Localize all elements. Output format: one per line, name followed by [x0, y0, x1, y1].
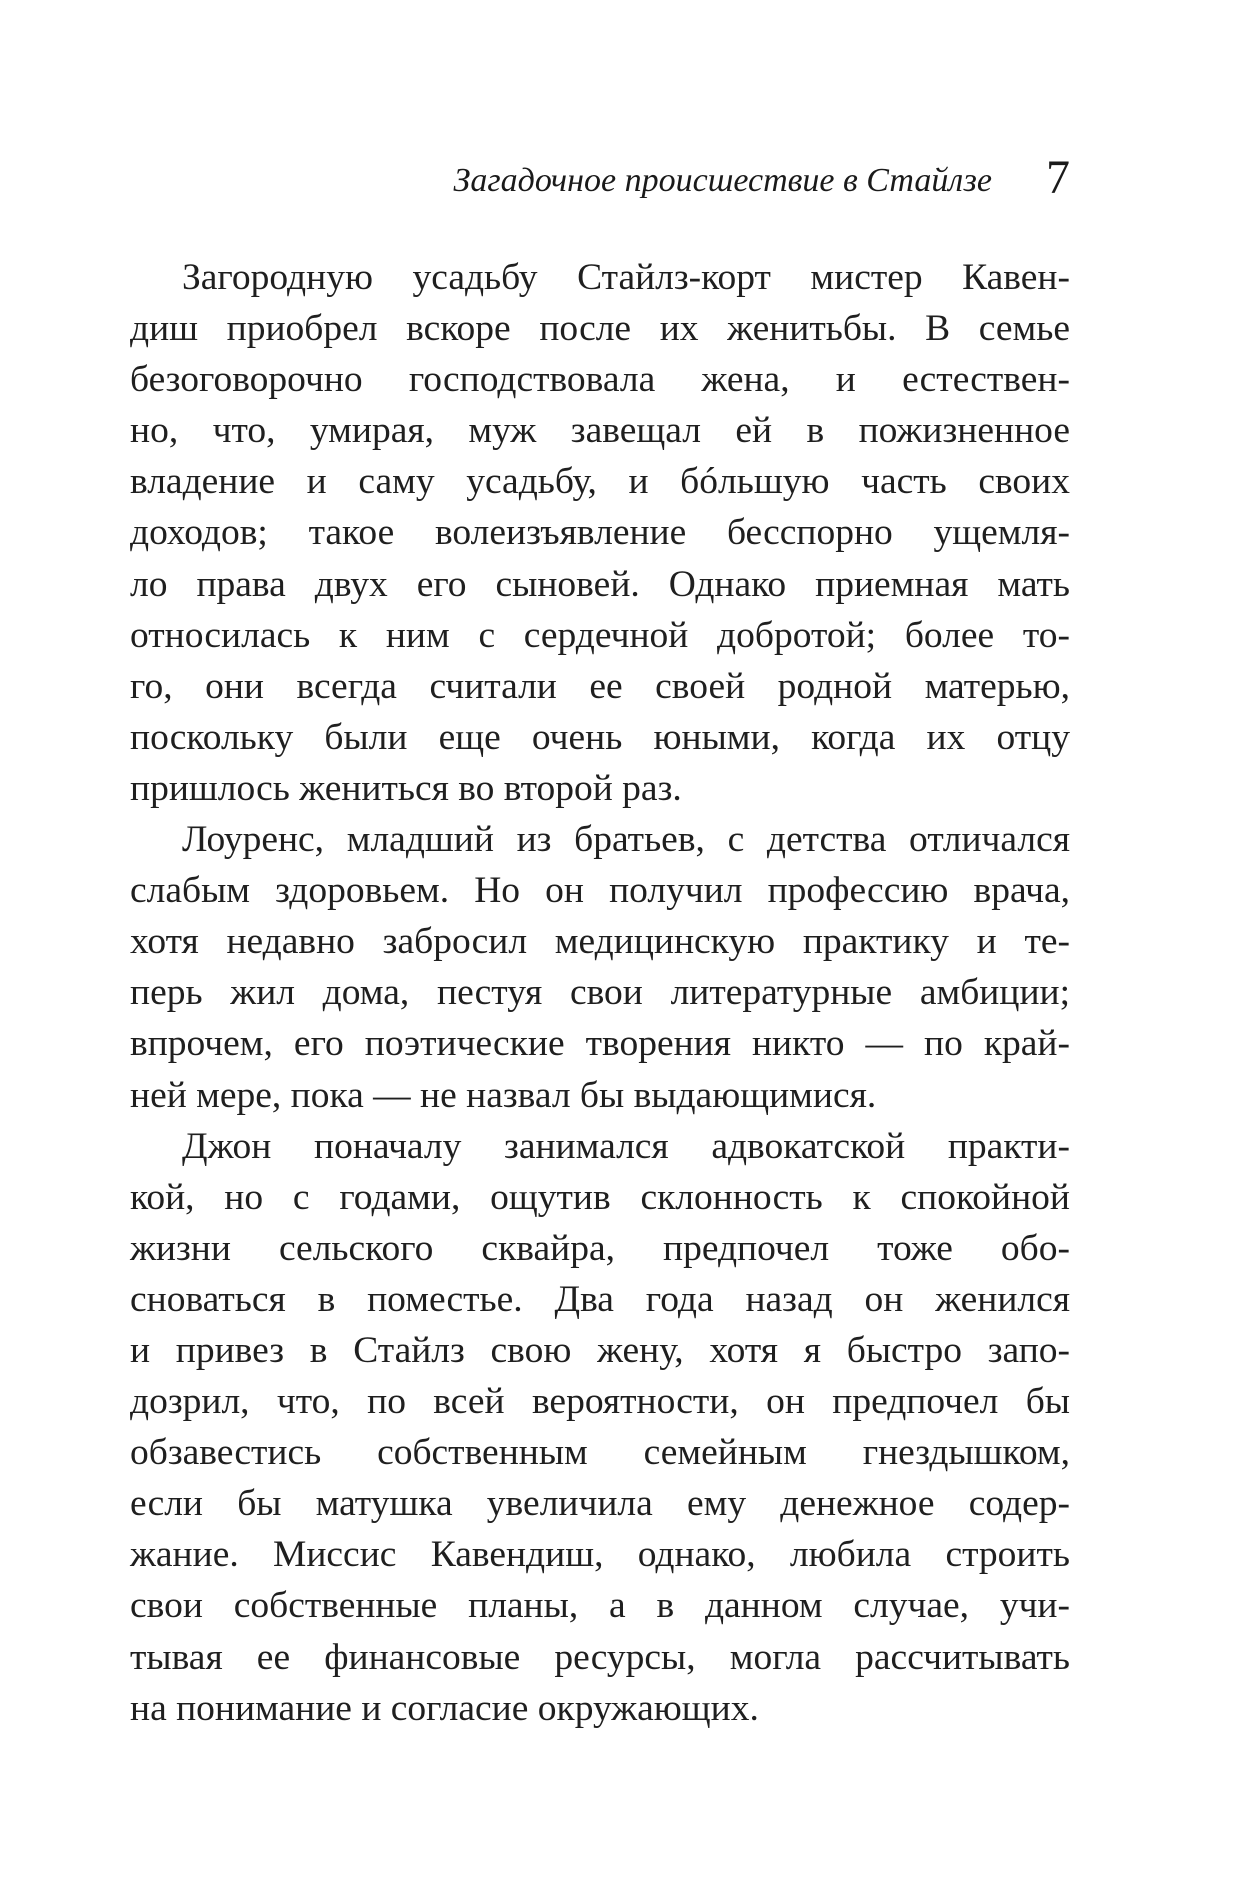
text-line: владение и саму усадьбу, и бóльшую часть своих	[130, 461, 1070, 503]
text-line: впрочем, его поэтические творения никто — по край-	[130, 1023, 1070, 1065]
text-line: сноваться в поместье. Два года назад он женился	[130, 1278, 1070, 1320]
paragraph	[130, 1121, 1070, 1734]
text-line: относилась к ним с сердечной добротой; более то-	[130, 614, 1070, 656]
text-line: жание. Миссис Кавендиш, однако, любила строить	[130, 1534, 1070, 1576]
text-line: обзавестись собственным семейным гнездышком,	[130, 1432, 1070, 1474]
running-head	[130, 150, 1070, 210]
running-title: Загадочное происшествие в Стайлзе	[453, 162, 992, 199]
text-line: Лоуренс, младший из братьев, с детства отличался	[182, 819, 1070, 861]
text-line: кой, но с годами, ощутив склонность к спокойной	[130, 1176, 1070, 1218]
page-number: 7	[1046, 151, 1070, 204]
text-line: доходов; такое волеизъявление бесспорно ущемля-	[130, 512, 1070, 554]
text-line: дозрил, что, по всей вероятности, он предпочел бы	[130, 1381, 1070, 1423]
text-line: Джон поначалу занимался адвокатской практи-	[182, 1125, 1070, 1167]
text-line: диш приобрел вскоре после их женитьбы. В семье	[130, 308, 1070, 350]
paragraph	[130, 814, 1070, 1121]
paragraph	[130, 252, 1070, 814]
text-line: перь жил дома, пестуя свои литературные амбиции;	[130, 972, 1070, 1014]
text-line: жизни сельского сквайра, предпочел тоже обо-	[130, 1227, 1070, 1269]
text-line: если бы матушка увеличила ему денежное содер-	[130, 1483, 1070, 1525]
text-line: пришлось жениться во второй раз.	[130, 767, 682, 809]
body-text	[130, 252, 1070, 1734]
text-line: хотя недавно забросил медицинскую практику и те-	[130, 921, 1070, 963]
text-line: поскольку были еще очень юными, когда их отцу	[130, 716, 1070, 758]
text-line: тывая ее финансовые ресурсы, могла рассчитывать	[130, 1636, 1070, 1678]
text-line: ло права двух его сыновей. Однако приемная мать	[130, 563, 1070, 605]
text-line: свои собственные планы, а в данном случае, учи-	[130, 1585, 1070, 1627]
text-line: слабым здоровьем. Но он получил профессию врача,	[130, 870, 1070, 912]
text-line: на понимание и согласие окружающих.	[130, 1687, 759, 1729]
text-line: Загородную усадьбу Стайлз-корт мистер Кавен-	[182, 257, 1070, 298]
text-line: го, они всегда считали ее своей родной матерью,	[130, 665, 1070, 707]
text-line: но, что, умирая, муж завещал ей в пожизненное	[130, 410, 1070, 452]
text-line: ней мере, пока — не назвал бы выдающимися.	[130, 1074, 877, 1116]
text-line: безоговорочно господствовала жена, и естествен-	[130, 359, 1070, 401]
text-line: и привез в Стайлз свою жену, хотя я быстро запо-	[130, 1329, 1070, 1371]
